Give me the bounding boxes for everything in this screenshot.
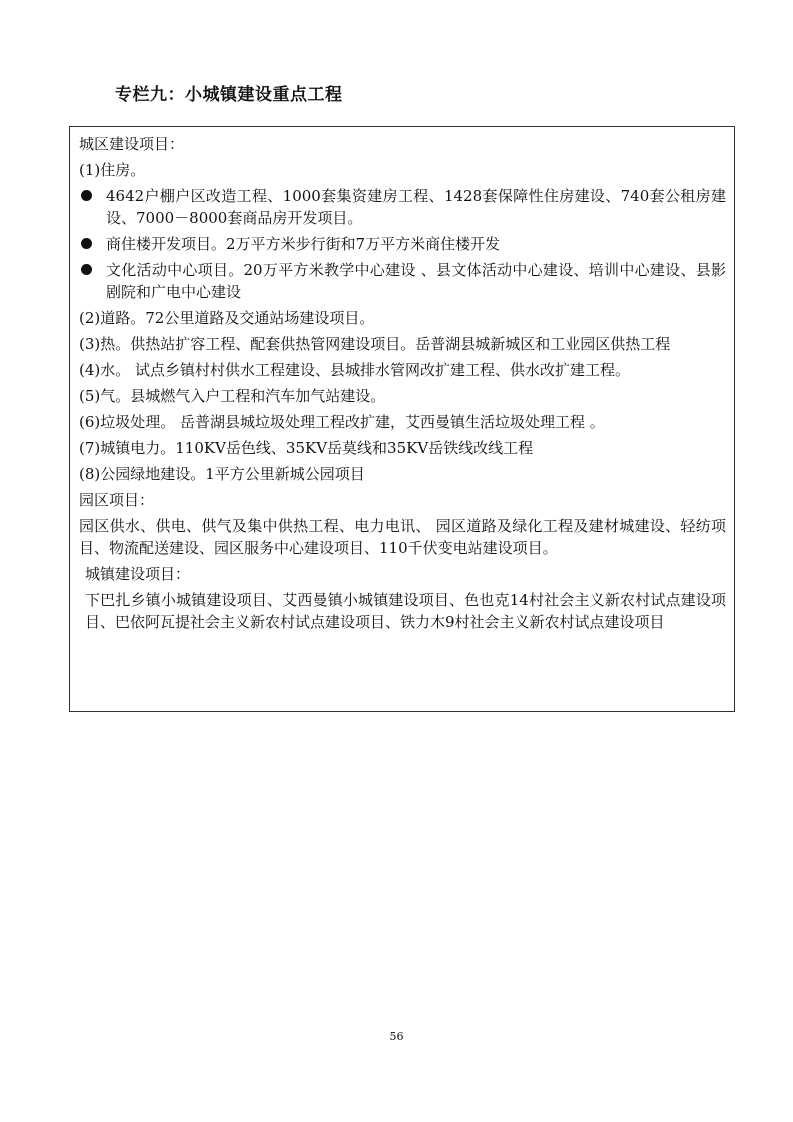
item-water: (4)水。 试点乡镇村村供水工程建设、县城排水管网改扩建工程、供水改扩建工程。: [79, 361, 631, 379]
page-number: 56: [389, 1030, 404, 1043]
page-heading: 专栏九：小城镇建设重点工程: [115, 85, 343, 105]
housing-label: (1)住房。: [79, 161, 146, 179]
town-section-text: 下巴扎乡镇小城镇建设项目、艾西曼镇小城镇建设项目、色也克14村社会主义新农村试点建设项目、巴依阿瓦提社会主义新农村试点建设项目、铁力木9村社会主义新农村试点建设项目: [85, 591, 726, 631]
item-gas: (5)气。县城燃气入户工程和汽车加气站建设。: [79, 387, 386, 405]
item-roads: (2)道路。72公里道路及交通站场建设项目。: [79, 309, 375, 327]
town-section-title: 城镇建设项目：: [85, 565, 191, 583]
item-park: (8)公园绿地建设。1平方公里新城公园项目: [79, 465, 365, 483]
park-section-title: 园区项目：: [79, 491, 155, 509]
bullet-text: 4642户棚户区改造工程、1000套集资建房工程、1428套保障性住房建设、740套公租房建设、7000－8000套商品房开发项目。: [106, 187, 726, 227]
housing-bullet-2: [79, 233, 726, 255]
housing-bullet-3: [79, 259, 726, 303]
content-box: [69, 126, 735, 712]
item-heat: (3)热。供热站扩容工程、配套供热管网建设项目。岳普湖县城新城区和工业园区供热工程: [79, 335, 671, 353]
bullet-dot-icon: [81, 238, 92, 249]
bullet-dot-icon: [81, 264, 92, 275]
housing-bullet-1: [79, 185, 726, 229]
item-power: (7)城镇电力。110KV岳色线、35KV岳莫线和35KV岳铁线改线工程: [79, 439, 534, 457]
item-waste: (6)垃圾处理。 岳普湖县城垃圾处理工程改扩建，艾西曼镇生活垃圾处理工程 。: [79, 413, 605, 431]
city-section-title: 城区建设项目：: [79, 135, 185, 153]
park-section-text: 园区供水、供电、供气及集中供热工程、电力电讯、 园区道路及绿化工程及建材城建设、轻纺项目、物流配送建设、园区服务中心建设项目、110千伏变电站建设项目。: [79, 517, 726, 557]
bullet-text: 文化活动中心项目。20万平方米教学中心建设 、县文体活动中心建设、培训中心建设、县影剧院和广电中心建设: [106, 261, 726, 301]
bullet-dot-icon: [81, 190, 92, 201]
bullet-text: 商住楼开发项目。2万平方米步行街和7万平方米商住楼开发: [106, 235, 501, 253]
